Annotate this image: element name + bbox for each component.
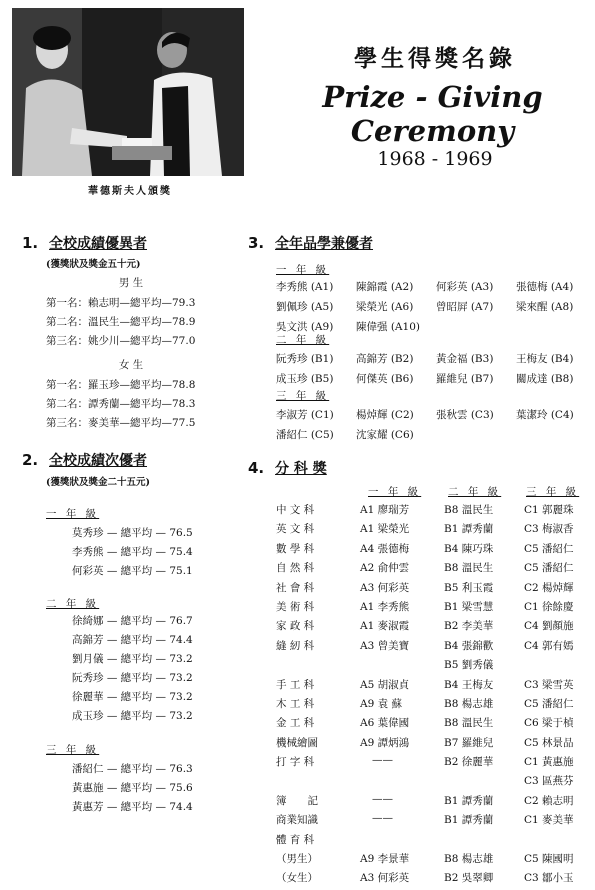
award-cell: B4 張錦歡 (444, 639, 494, 652)
list-item: 第一名：羅玉珍—總平均—78.8 (46, 379, 196, 391)
table-row (276, 427, 594, 447)
subject-label: 縫 紉 科 (276, 639, 315, 652)
table-cell: 李秀熊 (A1) (276, 281, 334, 293)
list-item: 李秀熊 — 總平均 — 75.4 (72, 546, 193, 558)
list-item: 潘紹仁 — 總平均 — 76.3 (72, 763, 193, 775)
award-cell: —— (372, 754, 393, 767)
award-cell: B4 王梅友 (444, 678, 494, 691)
subject-label: （女生） (276, 872, 318, 885)
table-row (276, 279, 594, 299)
section2-grade1-list (72, 524, 193, 581)
section4-subject-column (276, 502, 318, 890)
title-years: 1968 - 1969 (377, 148, 493, 170)
subject-label: 自 然 科 (276, 562, 315, 575)
section3-heading (248, 233, 373, 253)
ceremony-photo-image (12, 8, 244, 176)
award-cell: A6 葉偉國 (360, 717, 410, 730)
section3-grade3-label: 三 年 級 (276, 390, 330, 402)
table-cell: 陳偉强 (A10) (356, 321, 420, 333)
table-cell: 王梅友 (B4) (516, 353, 574, 365)
award-cell: A5 胡淑貞 (360, 678, 410, 691)
subject-label: 打 字 科 (276, 756, 315, 769)
section2-grade3-label: 三 年 級 (46, 744, 100, 756)
award-cell (524, 832, 574, 851)
table-cell: 陳錦霞 (A2) (356, 281, 414, 293)
table-cell: 梁來醒 (A8) (516, 301, 574, 313)
award-cell: B8 溫民生 (444, 717, 494, 730)
table-cell: 羅維兒 (B7) (436, 373, 494, 385)
list-item: 第三名：姚少川—總平均—77.0 (46, 335, 196, 347)
section3-grade1-table (276, 279, 594, 339)
award-cell: B2 吳翠卿 (444, 872, 494, 885)
list-item: 第三名：麥美華—總平均—77.5 (46, 417, 196, 429)
list-item: 阮秀珍 — 總平均 — 73.2 (72, 672, 193, 684)
list-item: 徐麗華 — 總平均 — 73.2 (72, 691, 193, 703)
award-cell: —— (372, 812, 393, 825)
award-cell: C3 梁雪英 (524, 678, 574, 691)
award-cell: B2 李美華 (444, 620, 494, 633)
table-cell: 黃金福 (B3) (436, 353, 494, 365)
award-cell: —— (372, 792, 393, 805)
table-cell: 曾昭屛 (A7) (436, 301, 494, 313)
award-cell: A1 廖瑞芳 (360, 504, 410, 516)
award-cell: B1 譚秀蘭 (444, 523, 494, 536)
award-cell: B8 楊志雄 (444, 853, 494, 866)
subject-label (276, 657, 318, 676)
section3-number: 3. (248, 234, 265, 252)
award-cell: C3 鄒小玉 (524, 872, 574, 885)
award-cell (360, 657, 409, 676)
award-cell: C5 潘紹仁 (524, 562, 574, 575)
award-cell: C4 郭有嫣 (524, 639, 574, 652)
section2-number: 2. (22, 451, 39, 469)
subject-label (276, 773, 318, 792)
list-item: 徐綺娜 — 總平均 — 76.7 (72, 615, 193, 627)
table-cell: 何彩英 (A3) (436, 281, 494, 293)
award-cell: A9 譚炳鴻 (360, 736, 410, 749)
award-cell: C6 梁于楨 (524, 717, 574, 730)
subject-label: 機械繪圖 (276, 736, 318, 749)
table-cell: 梁榮光 (A6) (356, 301, 414, 313)
award-cell (360, 773, 409, 792)
subject-label: 家 政 科 (276, 620, 315, 633)
award-cell: C1 郭麗珠 (524, 504, 574, 516)
table-row (276, 351, 594, 371)
award-cell (524, 657, 574, 676)
subject-label: 美 術 科 (276, 600, 315, 613)
award-cell: C1 黃惠施 (524, 756, 574, 769)
award-cell: A4 張德梅 (360, 542, 410, 555)
award-cell: B8 溫民生 (444, 562, 494, 575)
table-cell: 高錦芳 (B2) (356, 353, 414, 365)
award-cell: A3 曾美寶 (360, 639, 410, 652)
list-item: 第二名：溫民生—總平均—78.9 (46, 316, 196, 328)
award-cell: B5 劉秀儀 (444, 659, 494, 672)
section4-heading (248, 458, 327, 478)
section1-boys-list (46, 294, 195, 351)
award-cell: A2 俞仲雲 (360, 562, 410, 575)
award-cell: C3 梅淑香 (524, 523, 574, 536)
award-cell: A1 李秀熊 (360, 600, 410, 613)
section2-grade3-list (72, 760, 193, 817)
section3-grade1-label: 一 年 級 (276, 264, 330, 276)
award-cell: A9 李景華 (360, 853, 410, 866)
award-cell: C5 潘紹仁 (524, 697, 574, 710)
award-cell: A1 梁榮光 (360, 523, 410, 536)
section4-header-grade2: 二 年 級 (448, 486, 502, 498)
list-item: 黃惠施 — 總平均 — 75.6 (72, 782, 193, 794)
section1-note: (獲獎狀及獎金五十元) (46, 259, 141, 270)
table-cell: 楊焯輝 (C2) (356, 409, 414, 421)
award-cell (444, 773, 493, 792)
table-cell: 關成達 (B8) (516, 373, 574, 385)
section1-number: 1. (22, 234, 39, 252)
section4-title: 分 科 獎 (275, 461, 327, 477)
table-cell: 劉佩珍 (A5) (276, 301, 334, 313)
subject-label: 木 工 科 (276, 697, 315, 710)
section1-heading (22, 233, 147, 253)
table-row (276, 407, 594, 427)
section2-grade2-label: 二 年 級 (46, 598, 100, 610)
list-item: 高錦芳 — 總平均 — 74.4 (72, 634, 193, 646)
award-cell: B5 利玉霞 (444, 581, 494, 594)
award-cell: B8 溫民生 (444, 504, 494, 516)
award-cell: B4 陳巧珠 (444, 542, 494, 555)
table-cell: 成玉珍 (B5) (276, 373, 334, 385)
table-cell: 沈家耀 (C6) (356, 429, 414, 441)
table-cell: 張德梅 (A4) (516, 281, 574, 293)
table-cell: 葉潔玲 (C4) (516, 409, 574, 421)
section4-header-grade3: 三 年 級 (526, 486, 580, 498)
award-cell: B7 羅維兒 (444, 736, 494, 749)
section4-grade1-column (360, 502, 409, 890)
section3-grade2-table (276, 351, 594, 391)
award-cell: B1 譚秀蘭 (444, 814, 494, 827)
award-cell: C1 徐餘慶 (524, 600, 574, 613)
list-item: 第一名：賴志明—總平均—79.3 (46, 297, 196, 309)
section2-grade2-list (72, 612, 193, 726)
section1-title: 全校成績優異者 (49, 236, 148, 252)
section3-grade3-table (276, 407, 594, 447)
award-cell: A3 何彩英 (360, 872, 410, 885)
title-english: Prize - Giving Ceremony (322, 80, 543, 148)
list-item: 成玉珍 — 總平均 — 73.2 (72, 710, 193, 722)
table-cell: 何傑英 (B6) (356, 373, 414, 385)
subject-label: 數 學 科 (276, 542, 315, 555)
list-item: 黃惠芳 — 總平均 — 74.4 (72, 801, 193, 813)
award-cell: A1 麥淑霞 (360, 620, 410, 633)
section2-title: 全校成績次優者 (49, 453, 148, 469)
subject-label: 手 工 科 (276, 678, 315, 691)
award-cell: C4 劉顏施 (524, 620, 574, 633)
table-cell: 潘紹仁 (C5) (276, 429, 334, 441)
award-cell: A9 袁 蘇 (360, 697, 402, 710)
section4-grade3-column (524, 502, 574, 890)
award-cell: B8 楊志雄 (444, 697, 494, 710)
ceremony-photo (12, 8, 244, 176)
subject-label: 金 工 科 (276, 717, 315, 730)
section2-grade1-label: 一 年 級 (46, 508, 100, 520)
award-cell: C5 林景品 (524, 736, 574, 749)
section1-girls-list (46, 376, 195, 433)
award-cell: C5 陳國明 (524, 853, 574, 866)
table-cell: 阮秀珍 (B1) (276, 353, 334, 365)
award-cell: B1 譚秀蘭 (444, 794, 494, 807)
subject-label: 體 育 科 (276, 833, 315, 846)
table-cell: 張秋雲 (C3) (436, 409, 494, 421)
section4-number: 4. (248, 459, 265, 477)
table-row (276, 299, 594, 319)
subject-label: （男生） (276, 853, 318, 866)
award-cell: B2 徐麗華 (444, 756, 494, 769)
subject-label: 簿 記 (276, 794, 318, 807)
title-chinese: 學生得獎名錄 (354, 45, 516, 72)
section1-girls-label: 女 生 (118, 359, 144, 371)
section2-note: (獲獎狀及獎金二十五元) (46, 477, 150, 488)
award-cell: C3 區燕芬 (524, 775, 574, 788)
award-cell: C5 潘紹仁 (524, 542, 574, 555)
section3-title: 全年品學兼優者 (275, 236, 374, 252)
section3-grade2-label: 二 年 級 (276, 334, 330, 346)
list-item: 第二名：譚秀蘭—總平均—78.3 (46, 398, 196, 410)
subject-label: 社 會 科 (276, 581, 315, 594)
table-cell: 吳文洪 (A9) (276, 321, 334, 333)
list-item: 莫秀珍 — 總平均 — 76.5 (72, 527, 193, 539)
photo-caption: 華德斯夫人頒獎 (88, 186, 172, 197)
subject-label: 商業知識 (276, 814, 318, 827)
list-item: 何彩英 — 總平均 — 75.1 (72, 565, 193, 577)
section4-grade2-column (444, 502, 493, 890)
subject-label: 中 文 科 (276, 504, 315, 516)
award-cell: C2 楊焯輝 (524, 581, 574, 594)
section2-heading (22, 450, 147, 470)
award-cell (360, 832, 409, 851)
subject-label: 英 文 科 (276, 523, 315, 536)
list-item: 劉月儀 — 總平均 — 73.2 (72, 653, 193, 665)
award-cell (444, 832, 493, 851)
table-cell: 李淑芳 (C1) (276, 409, 334, 421)
award-cell: C1 麥美華 (524, 814, 574, 827)
award-cell: B1 梁雪慧 (444, 600, 494, 613)
section4-header-grade1: 一 年 級 (368, 486, 422, 498)
award-cell: A3 何彩英 (360, 581, 410, 594)
award-cell: C2 賴志明 (524, 794, 574, 807)
section1-boys-label: 男 生 (118, 277, 144, 289)
